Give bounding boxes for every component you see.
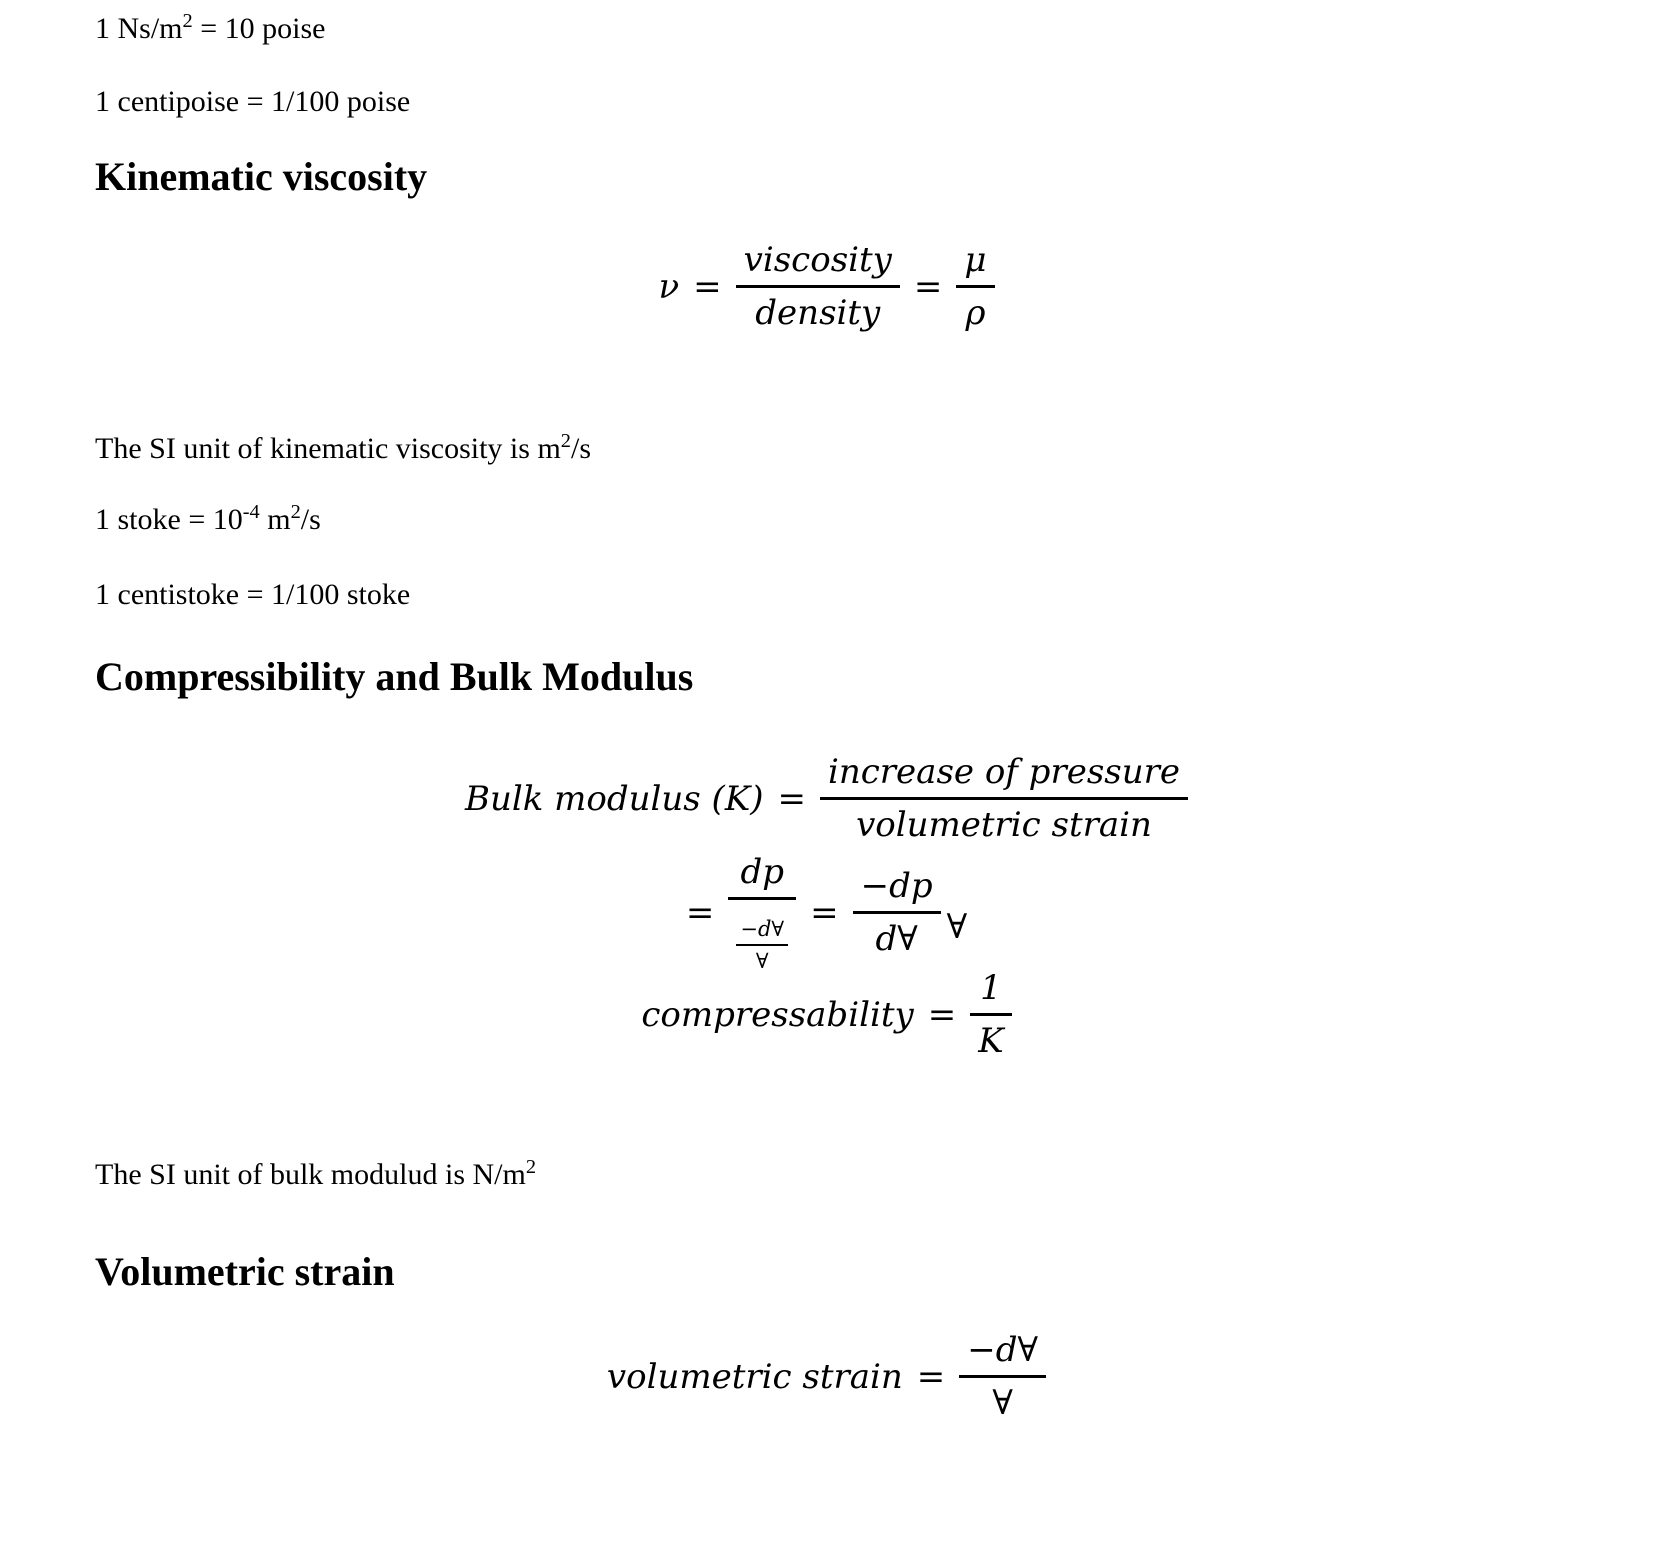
nested-fraction-dv-over-v: [736, 917, 788, 973]
formula-bulk-modulus-expanded: [0, 852, 1653, 973]
fraction-numerator: μ: [956, 240, 994, 288]
fraction-pressure-strain: [820, 752, 1188, 845]
heading-volumetric-strain: Volumetric strain: [95, 1249, 395, 1294]
fraction-one-over-k: [970, 968, 1011, 1061]
fraction-denominator: d∀: [875, 919, 918, 959]
formula-volumetric-lhs: volumetric strain: [606, 1356, 903, 1397]
equals-sign: =: [685, 892, 715, 933]
equals-sign: =: [810, 892, 839, 933]
line-si-bulk-pre: The SI unit of bulk modulud is N/m: [95, 1158, 526, 1191]
heading-compressibility-bulk-modulus: Compressibility and Bulk Modulus: [95, 654, 694, 699]
fraction-denominator: density: [755, 293, 881, 333]
line-si-kinematic-pre: The SI unit of kinematic viscosity is m: [95, 432, 561, 465]
fraction-neg-dv-over-v: [959, 1330, 1046, 1423]
equals-sign: =: [777, 778, 806, 819]
fraction-numerator: increase of pressure: [820, 752, 1188, 800]
formula-bulk-modulus: [0, 752, 1653, 845]
fraction-viscosity-density: [736, 240, 900, 333]
line-stoke-mid: m: [259, 503, 291, 536]
equals-sign: =: [916, 1356, 946, 1397]
fraction-dp-over-strain: [728, 852, 796, 973]
line-stoke-post: /s: [300, 503, 321, 536]
fraction-denominator: ∀: [992, 1383, 1013, 1423]
equals-sign: =: [693, 266, 722, 307]
fraction-denominator: volumetric strain: [856, 805, 1152, 845]
line-ns-poise-post: = 10 poise: [192, 12, 326, 45]
formula-compressability: [0, 968, 1653, 1061]
line-si-kinematic: [95, 429, 591, 467]
formula-bulk-lhs: Bulk modulus (K): [464, 778, 764, 819]
line-ns-poise: [95, 9, 326, 47]
fraction-neg-dp-over-dv: [853, 866, 941, 959]
equals-sign: =: [927, 994, 957, 1035]
fraction-denominator: K: [978, 1021, 1004, 1061]
fraction-numerator: −dp: [853, 866, 941, 914]
line-ns-poise-sup: 2: [182, 9, 193, 32]
line-si-bulk-sup: 2: [525, 1155, 537, 1178]
fraction-numerator: dp: [728, 852, 796, 900]
line-stoke-pre: 1 stoke = 10: [95, 503, 243, 536]
formula-kinematic-viscosity: [0, 240, 1653, 333]
fraction-mu-rho: [956, 240, 994, 333]
line-si-bulk: [95, 1155, 537, 1193]
fraction-numerator: viscosity: [736, 240, 900, 288]
volume-symbol: ∀: [946, 906, 968, 947]
formula-volumetric-strain: [0, 1330, 1653, 1423]
line-ns-poise-pre: 1 Ns/m: [95, 12, 183, 45]
line-stoke: [95, 500, 321, 538]
formula-compressability-lhs: compressability: [641, 994, 914, 1035]
line-si-kinematic-post: /s: [570, 432, 591, 465]
heading-kinematic-viscosity: Kinematic viscosity: [95, 154, 428, 199]
fraction-numerator: −d∀: [959, 1330, 1046, 1378]
line-centistoke: 1 centistoke = 1/100 stoke: [95, 578, 411, 611]
line-si-kinematic-sup: 2: [560, 429, 571, 452]
line-centipoise: 1 centipoise = 1/100 poise: [95, 85, 411, 118]
fraction-numerator: −d∀: [736, 917, 788, 946]
fraction-denominator: ∀: [755, 949, 769, 973]
fraction-denominator: ρ: [965, 293, 986, 333]
line-stoke-sup1: -4: [242, 500, 260, 523]
fraction-numerator: 1: [970, 968, 1011, 1016]
equals-sign: =: [913, 266, 943, 307]
formula-kinematic-lhs: ν: [658, 266, 680, 307]
fraction-denominator: [728, 900, 796, 973]
line-stoke-sup2: 2: [290, 500, 301, 523]
